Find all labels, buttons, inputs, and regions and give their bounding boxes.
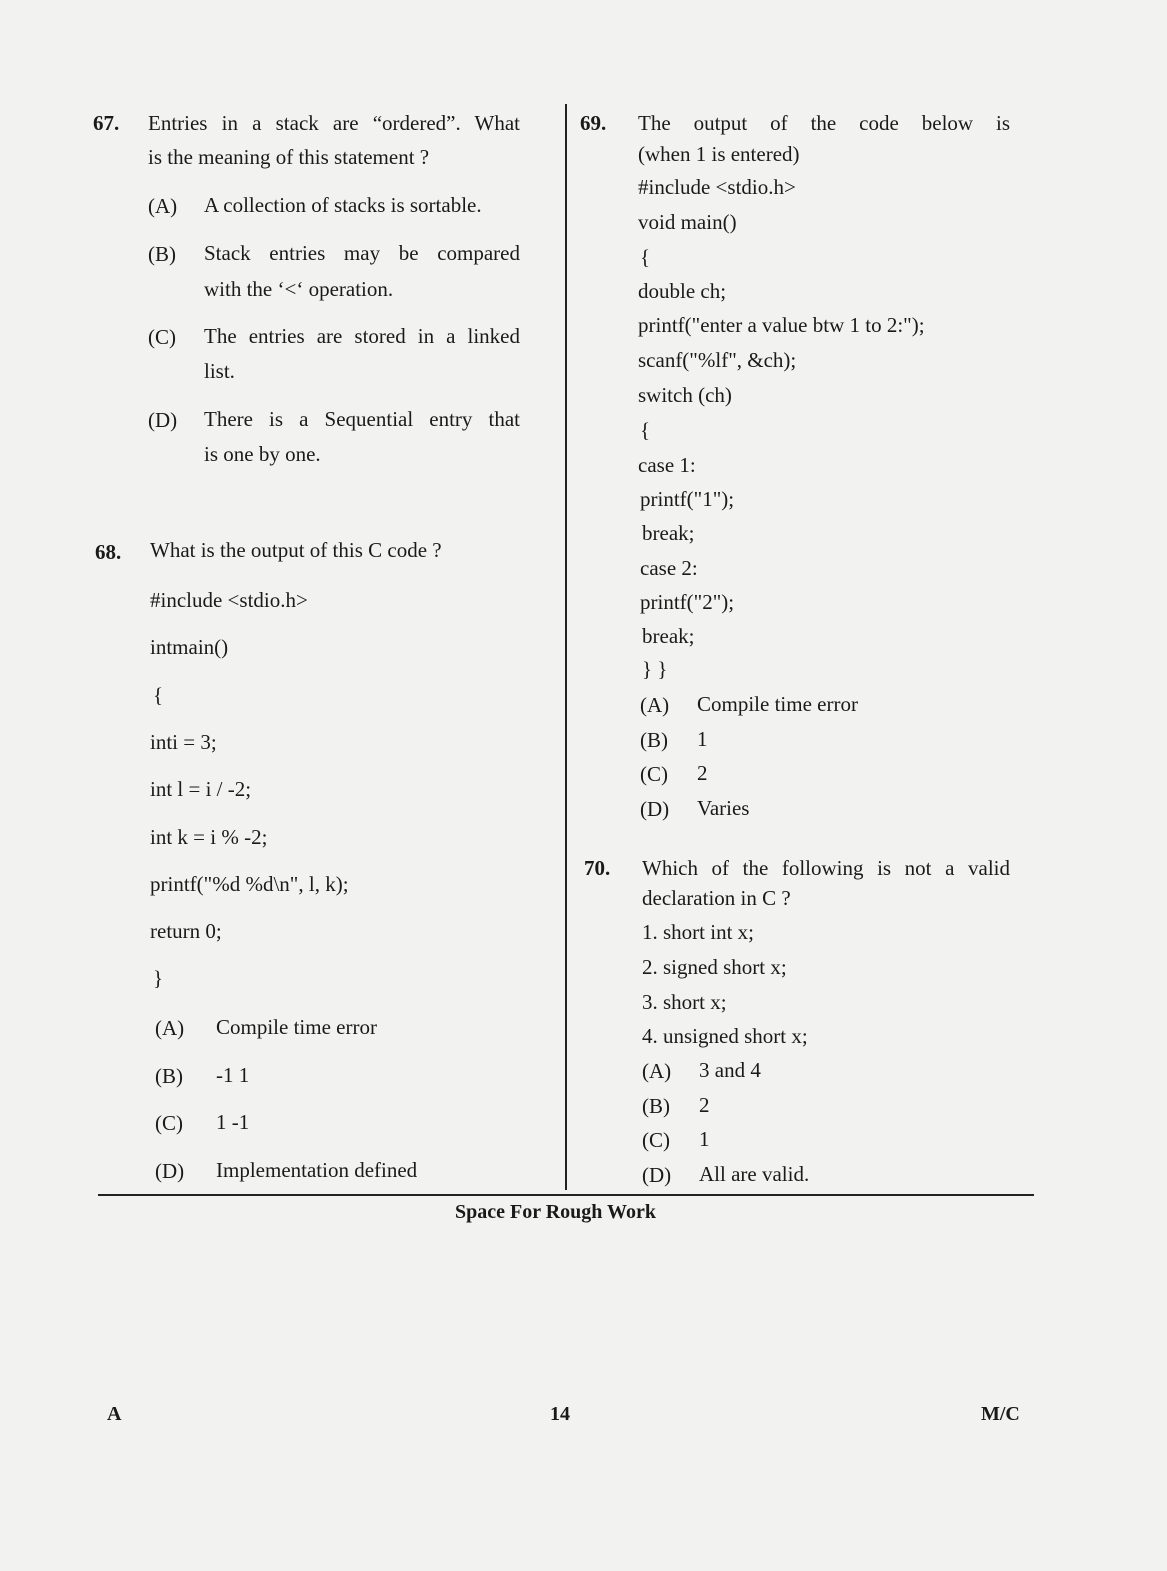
option-text: 1 bbox=[699, 1127, 710, 1151]
option-text: with the ‘<‘ operation. bbox=[204, 277, 394, 301]
code-line: } bbox=[153, 966, 164, 990]
code-line: } } bbox=[642, 657, 668, 681]
column-divider bbox=[565, 104, 567, 1190]
option-label: (B) bbox=[640, 728, 668, 752]
code-line: { bbox=[640, 245, 651, 269]
question-number: 67. bbox=[93, 111, 120, 135]
option-text: 2 bbox=[699, 1093, 710, 1117]
code-line: printf("enter a value btw 1 to 2:"); bbox=[638, 313, 925, 337]
declaration-item: 4. unsigned short x; bbox=[642, 1024, 808, 1048]
option-label: (B) bbox=[642, 1094, 670, 1118]
option-label: (C) bbox=[640, 762, 668, 786]
question-text-line: (when 1 is entered) bbox=[638, 142, 800, 166]
option-label: (C) bbox=[148, 325, 176, 349]
page-number: 14 bbox=[550, 1403, 570, 1425]
footer-set-code: A bbox=[107, 1403, 122, 1425]
code-line: printf("2"); bbox=[640, 590, 735, 614]
question-text-line: is the meaning of this statement ? bbox=[148, 145, 430, 169]
option-text: 1 -1 bbox=[216, 1110, 250, 1134]
option-text: A collection of stacks is sortable. bbox=[204, 193, 482, 217]
question-text-line: The output of the code below is bbox=[638, 111, 1010, 135]
code-line: inti = 3; bbox=[150, 730, 217, 754]
option-text: Compile time error bbox=[697, 692, 858, 716]
declaration-item: 1. short int x; bbox=[642, 920, 755, 944]
code-line: #include <stdio.h> bbox=[638, 175, 796, 199]
code-line: printf("%d %d\n", l, k); bbox=[150, 872, 349, 896]
option-label: (C) bbox=[642, 1128, 670, 1152]
option-label: (B) bbox=[148, 242, 176, 266]
option-text: There is a Sequential entry that bbox=[204, 407, 520, 431]
code-line: { bbox=[640, 418, 651, 442]
option-text: -1 1 bbox=[216, 1063, 250, 1087]
question-number: 68. bbox=[95, 540, 122, 564]
declaration-item: 3. short x; bbox=[642, 990, 727, 1014]
option-text: list. bbox=[204, 359, 235, 383]
option-label: (A) bbox=[640, 693, 670, 717]
code-line: case 1: bbox=[638, 453, 696, 477]
option-text: is one by one. bbox=[204, 442, 321, 466]
question-text-line: declaration in C ? bbox=[642, 886, 791, 910]
option-label: (B) bbox=[155, 1064, 183, 1088]
option-text: Compile time error bbox=[216, 1015, 377, 1039]
code-line: #include <stdio.h> bbox=[150, 588, 308, 612]
question-text-line: Which of the following is not a valid bbox=[642, 856, 1010, 880]
bottom-rule bbox=[98, 1194, 1034, 1196]
question-text-line: What is the output of this C code ? bbox=[150, 538, 442, 562]
option-text: Varies bbox=[697, 796, 750, 820]
code-line: break; bbox=[642, 521, 695, 545]
option-text: 2 bbox=[697, 761, 708, 785]
option-label: (A) bbox=[148, 194, 178, 218]
option-label: (A) bbox=[155, 1016, 185, 1040]
code-line: void main() bbox=[638, 210, 737, 234]
option-text: All are valid. bbox=[699, 1162, 810, 1186]
question-number: 69. bbox=[580, 111, 607, 135]
option-label: (C) bbox=[155, 1111, 183, 1135]
option-label: (D) bbox=[640, 797, 670, 821]
code-line: int k = i % -2; bbox=[150, 825, 268, 849]
question-text-line: Entries in a stack are “ordered”. What bbox=[148, 111, 520, 135]
question-number: 70. bbox=[584, 856, 611, 880]
code-line: intmain() bbox=[150, 635, 229, 659]
option-label: (D) bbox=[155, 1159, 185, 1183]
option-text: 3 and 4 bbox=[699, 1058, 761, 1082]
code-line: scanf("%lf", &ch); bbox=[638, 348, 797, 372]
code-line: { bbox=[153, 683, 164, 707]
code-line: break; bbox=[642, 624, 695, 648]
rough-work-heading: Space For Rough Work bbox=[455, 1201, 656, 1223]
declaration-item: 2. signed short x; bbox=[642, 955, 787, 979]
option-text: The entries are stored in a linked bbox=[204, 324, 520, 348]
option-label: (A) bbox=[642, 1059, 672, 1083]
option-text: 1 bbox=[697, 727, 708, 751]
code-line: return 0; bbox=[150, 919, 222, 943]
code-line: case 2: bbox=[640, 556, 698, 580]
option-label: (D) bbox=[642, 1163, 672, 1187]
option-text: Implementation defined bbox=[216, 1158, 418, 1182]
code-line: int l = i / -2; bbox=[150, 777, 252, 801]
code-line: printf("1"); bbox=[640, 487, 735, 511]
code-line: switch (ch) bbox=[638, 383, 732, 407]
option-text: Stack entries may be compared bbox=[204, 241, 520, 265]
code-line: double ch; bbox=[638, 279, 727, 303]
footer-subject-code: M/C bbox=[981, 1403, 1020, 1425]
option-label: (D) bbox=[148, 408, 178, 432]
